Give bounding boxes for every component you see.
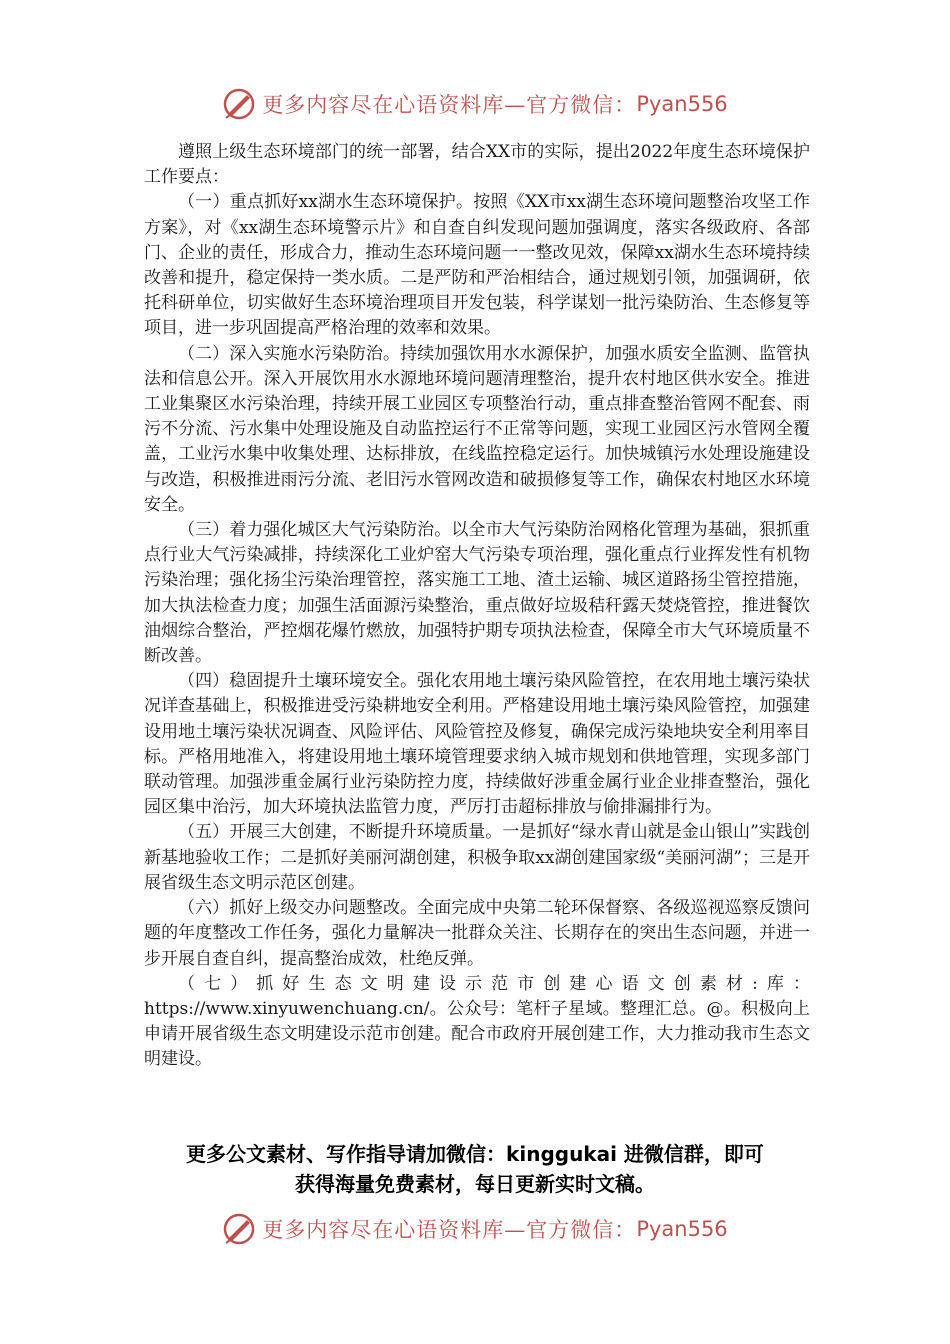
header-banner [0,84,950,124]
header-banner-text: 更多内容尽在心语资料库—官方微信： [262,93,637,117]
footer-wechat-id: Pyan556 [636,1217,728,1241]
wechat-promo-notice [110,1139,840,1199]
intro-paragraph: 遵照上级生态环境部门的统一部署，结合XX市的实际，提出2022年度生态环境保护工作要点： [144,142,810,188]
pen-circle-logo-icon [222,1212,256,1246]
section-paragraph-7: （七）抓好生态文明建设示范市创建心语文创素材:库：https://www.xinyuwenchuang.cn/。公众号：笔杆子星域。整理汇总。@。积极向上申请开展省级生态文明建设示范市创建。配合市政府开展创建工作，大力推动我市生态文明建设。 [144,973,810,1070]
section-paragraph-2: （二）深入实施水污染防治。持续加强饮用水水源保护，加强水质安全监测、监管执法和信息公开。深入开展饮用水水源地环境问题清理整治，提升农村地区供水安全。推进工业集聚区水污染治理，持续开展工业园区专项整治行动，重点排查整治管网不配套、雨污不分流、污水集中处理设施及自动监控运行不正常等问题，实现工业园区污水管网全覆盖，工业污水集中收集处理、达标排放，在线监控稳定运行。加快城镇污水处理设施建设与改造，积极推进雨污分流、老旧污水管网改造和破损修复等工作，确保农村地区水环境安全。 [144,343,810,515]
section-paragraph-6: （六）抓好上级交办问题整改。全面完成中央第二轮环保督察、各级巡视巡察反馈问题的年度整改工作任务，强化力量解决一批群众关注、长期存在的突出生态问题，并进一步开展自查自纠，提高整治成效，杜绝反弹。 [144,898,810,969]
header-wechat-id: Pyan556 [636,92,728,116]
document-body [144,140,810,1073]
section-paragraph-1: （一）重点抓好xx湖水生态环境保护。按照《XX市xx湖生态环境问题整治攻坚工作方案》，对《xx湖生态环境警示片》和自查自纠发现问题加强调度，落实各级政府、各部门、企业的责任，形成合力，推动生态环境问题一一整改见效，保障xx湖水生态环境持续改善和提升，稳定保持一类水质。二是严防和严治相结合，通过规划引领，加强调研，依托科研单位，切实做好生态环境治理项目开发包装，科学谋划一批污染防治、生态修复等项目，进一步巩固提高严格治理的效率和效果。 [144,192,810,339]
footer-banner [0,1209,950,1249]
section-paragraph-4: （四）稳固提升土壤环境安全。强化农用地土壤污染风险管控，在农用地土壤污染状况详查基础上，积极推进受污染耕地安全利用。严格建设用地土壤污染风险管控，加强建设用地土壤污染状况调查、风险评估、风险管控及修复，确保完成污染地块安全利用率目标。严格用地准入，将建设用地土壤环境管理要求纳入城市规划和供地管理，实现多部门联动管理。加强涉重金属行业污染防控力度，持续做好涉重金属行业企业排查整治，强化园区集中治污，加大环境执法监管力度，严厉打击超标排放与偷排漏排行为。 [144,671,810,818]
section-paragraph-3: （三）着力强化城区大气污染防治。以全市大气污染防治网格化管理为基础，狠抓重点行业大气污染减排，持续深化工业炉窑大气污染专项治理，强化重点行业挥发性有机物污染治理；强化扬尘污染治理管控，落实施工工地、渣土运输、城区道路扬尘管控措施，加大执法检查力度；加强生活面源污染整治，重点做好垃圾秸秆露天焚烧管控，推进餐饮油烟综合整治，严控烟花爆竹燃放，加强特护期专项执法检查，保障全市大气环境质量不断改善。 [144,520,810,667]
pen-circle-logo-icon [222,87,256,121]
section-paragraph-5: （五）开展三大创建，不断提升环境质量。一是抓好“绿水青山就是金山银山”实践创新基地验收工作；二是抓好美丽河湖创建，积极争取xx湖创建国家级“美丽河湖”；三是开展省级生态文明示范区创建。 [144,822,810,893]
promo-line-1: 更多公文素材、写作指导请加微信：kinggukai 进微信群，即可 [186,1142,764,1166]
promo-line-2: 获得海量免费素材，每日更新实时文稿。 [295,1172,655,1196]
footer-banner-text: 更多内容尽在心语资料库—官方微信： [262,1218,637,1242]
